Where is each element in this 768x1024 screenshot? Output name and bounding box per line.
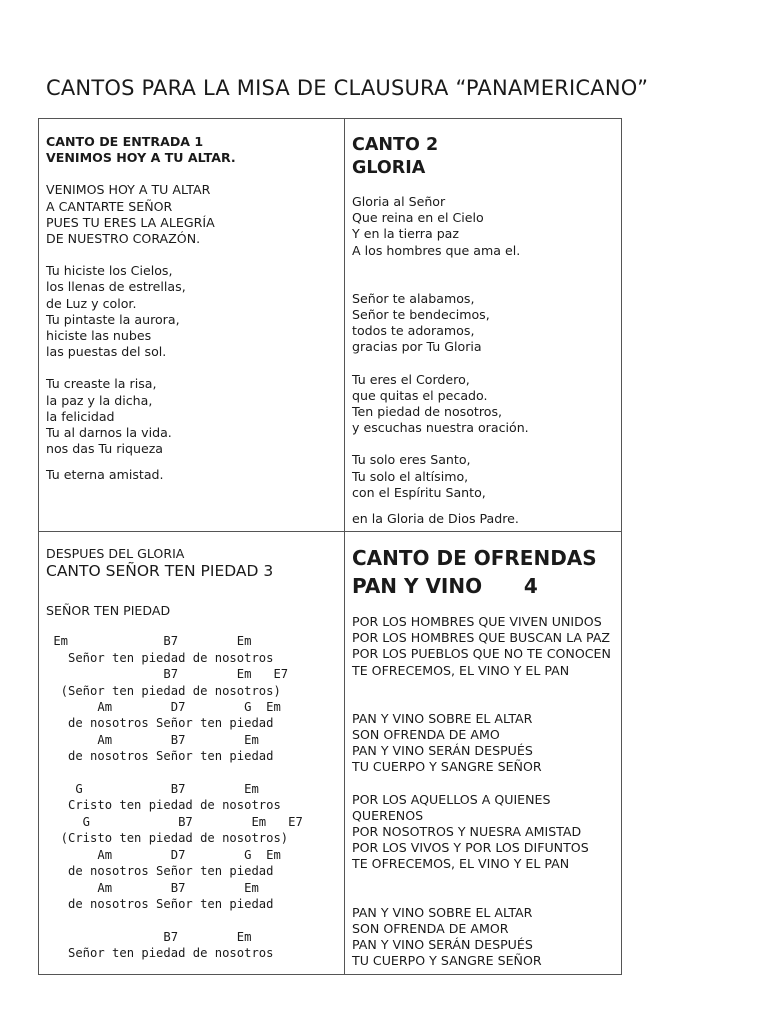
lyric-line: la paz y la dicha, — [46, 392, 153, 408]
lyric-line: POR LOS VIVOS Y POR LOS DIFUNTOS — [352, 840, 589, 856]
lyric-line: de nosotros Señor ten piedad — [46, 749, 274, 764]
lyric-line: con el Espíritu Santo, — [352, 484, 486, 500]
table-column-divider — [344, 118, 345, 975]
cell-ofrendas — [352, 544, 618, 969]
ofrendas-heading-1: CANTO DE OFRENDAS — [352, 546, 597, 570]
cell-canto-entrada — [46, 134, 338, 484]
lyric-line: TE OFRECEMOS, EL VINO Y EL PAN — [352, 856, 570, 872]
gloria-heading-2: GLORIA — [352, 158, 426, 178]
lyric-line: nos das Tu riqueza — [46, 441, 164, 457]
lyric-line: POR LOS PUEBLOS QUE NO TE CONOCEN — [352, 646, 611, 662]
lyric-line: Cristo ten piedad de nosotros — [46, 798, 281, 813]
lyric-line: Tu hiciste los Cielos, — [46, 263, 173, 279]
lyric-line: PAN Y VINO SERÁN DESPUÉS — [352, 937, 533, 953]
lyric-line: las puestas del sol. — [46, 344, 167, 360]
chord-line: B7 Em E7 — [46, 667, 289, 682]
canto-entrada-stanza — [46, 467, 338, 483]
lyric-line: y escuchas nuestra oración. — [352, 420, 529, 436]
gloria-stanza — [352, 291, 616, 356]
lyric-line: en la Gloria de Dios Padre. — [352, 511, 519, 527]
chord-line: Am D7 G Em — [46, 847, 281, 862]
lyric-line: Señor ten piedad de nosotros — [46, 946, 274, 961]
chord-line — [46, 912, 342, 928]
gloria-stanza — [352, 372, 616, 437]
lyric-line: PAN Y VINO SOBRE EL ALTAR — [352, 904, 533, 920]
lyric-line: SON OFRENDA DE AMO — [352, 727, 500, 743]
gloria-stanza — [352, 194, 616, 259]
chord-line: G B7 Em E7 — [46, 814, 303, 829]
lyric-line: Tu solo eres Santo, — [352, 452, 471, 468]
lyric-line: Tu pintaste la aurora, — [46, 311, 180, 327]
lyric-line: Que reina en el Cielo — [352, 210, 484, 226]
lyric-line: POR NOSOTROS Y NUESRA AMISTAD — [352, 824, 582, 840]
lyric-line: DE NUESTRO CORAZÓN. — [46, 231, 201, 247]
senor-ten-piedad-pre-heading: DESPUES DEL GLORIA — [46, 546, 185, 561]
canto-entrada-heading-2: VENIMOS HOY A TU ALTAR. — [46, 150, 236, 166]
cell-gloria — [352, 134, 616, 527]
lyric-line: de Luz y color. — [46, 295, 137, 311]
lyric-line: POR LOS AQUELLOS A QUIENES — [352, 791, 551, 807]
lyric-line: Señor te bendecimos, — [352, 307, 490, 323]
lyric-line: TE OFRECEMOS, EL VINO Y EL PAN — [352, 662, 570, 678]
lyric-line: QUERENOS — [352, 807, 424, 823]
chord-line: Em B7 Em — [46, 634, 252, 649]
lyric-line: Señor ten piedad de nosotros — [46, 650, 274, 665]
canto-entrada-stanza — [46, 263, 338, 360]
ofrendas-stanza — [352, 792, 618, 873]
lyric-line: TU CUERPO Y SANGRE SEÑOR — [352, 759, 542, 775]
canto-entrada-stanza — [46, 182, 338, 247]
lyric-line: hiciste las nubes — [46, 328, 152, 344]
chord-line: B7 Em — [46, 929, 252, 944]
lyric-line: Señor te alabamos, — [352, 290, 475, 306]
lyric-line: los llenas de estrellas, — [46, 279, 186, 295]
ofrendas-stanza — [352, 711, 618, 776]
lyric-line: POR LOS HOMBRES QUE VIVEN UNIDOS — [352, 614, 602, 629]
lyric-line: Tu eres el Cordero, — [352, 371, 470, 387]
cell-senor-ten-piedad — [46, 546, 342, 962]
lyric-line: A los hombres que ama el. — [352, 242, 521, 258]
chord-line — [46, 765, 342, 781]
lyric-line: (Cristo ten piedad de nosotros) — [46, 831, 289, 846]
lyric-line: gracias por Tu Gloria — [352, 339, 482, 355]
lyric-line: Tu eterna amistad. — [46, 467, 164, 483]
ofrendas-stanza — [352, 614, 618, 679]
ofrendas-heading-2: PAN Y VINO 4 — [352, 574, 538, 598]
lyric-line: Gloria al Señor — [352, 194, 446, 209]
lyric-line: de nosotros Señor ten piedad — [46, 864, 274, 879]
lyric-line: PAN Y VINO SOBRE EL ALTAR — [352, 710, 533, 726]
lyric-line: que quitas el pecado. — [352, 387, 488, 403]
lyric-line: VENIMOS HOY A TU ALTAR — [46, 182, 211, 198]
lyric-line: TU CUERPO Y SANGRE SEÑOR — [352, 953, 542, 969]
gloria-stanza — [352, 452, 616, 501]
lyric-line: SON OFRENDA DE AMOR — [352, 920, 509, 936]
chord-line: Am B7 Em — [46, 732, 259, 747]
gloria-stanza — [352, 511, 616, 527]
lyric-line: de nosotros Señor ten piedad — [46, 896, 274, 911]
lyric-line: de nosotros Señor ten piedad — [46, 716, 274, 731]
senor-ten-piedad-subtitle: SEÑOR TEN PIEDAD — [46, 603, 171, 619]
lyric-line: Ten piedad de nosotros, — [352, 404, 503, 420]
lyric-line: PAN Y VINO SERÁN DESPUÉS — [352, 743, 533, 759]
document-title: CANTOS PARA LA MISA DE CLAUSURA “PANAMERICANO” — [46, 76, 649, 100]
canto-entrada-stanza — [46, 376, 338, 457]
ofrendas-stanza — [352, 905, 618, 970]
lyric-line: Tu solo el altísimo, — [352, 468, 469, 484]
chord-line: Am B7 Em — [46, 880, 259, 895]
canto-entrada-heading-1: CANTO DE ENTRADA 1 — [46, 134, 204, 149]
chord-line: Am D7 G Em — [46, 700, 281, 715]
lyric-line: todos te adoramos, — [352, 323, 475, 339]
lyric-line: Y en la tierra paz — [352, 226, 460, 242]
senor-ten-piedad-heading: CANTO SEÑOR TEN PIEDAD 3 — [46, 562, 274, 581]
lyric-line: Tu creaste la risa, — [46, 376, 157, 392]
chord-line: G B7 Em — [46, 782, 259, 797]
lyric-line: (Señor ten piedad de nosotros) — [46, 683, 281, 698]
table-row-divider — [38, 531, 622, 532]
gloria-heading-1: CANTO 2 — [352, 135, 439, 155]
lyric-line: PUES TU ERES LA ALEGRÍA — [46, 214, 215, 230]
chord-sheet — [46, 633, 342, 961]
lyric-line: Tu al darnos la vida. — [46, 425, 172, 441]
lyric-line: la felicidad — [46, 408, 115, 424]
lyric-line: A CANTARTE SEÑOR — [46, 198, 173, 214]
lyric-line: POR LOS HOMBRES QUE BUSCAN LA PAZ — [352, 630, 611, 646]
